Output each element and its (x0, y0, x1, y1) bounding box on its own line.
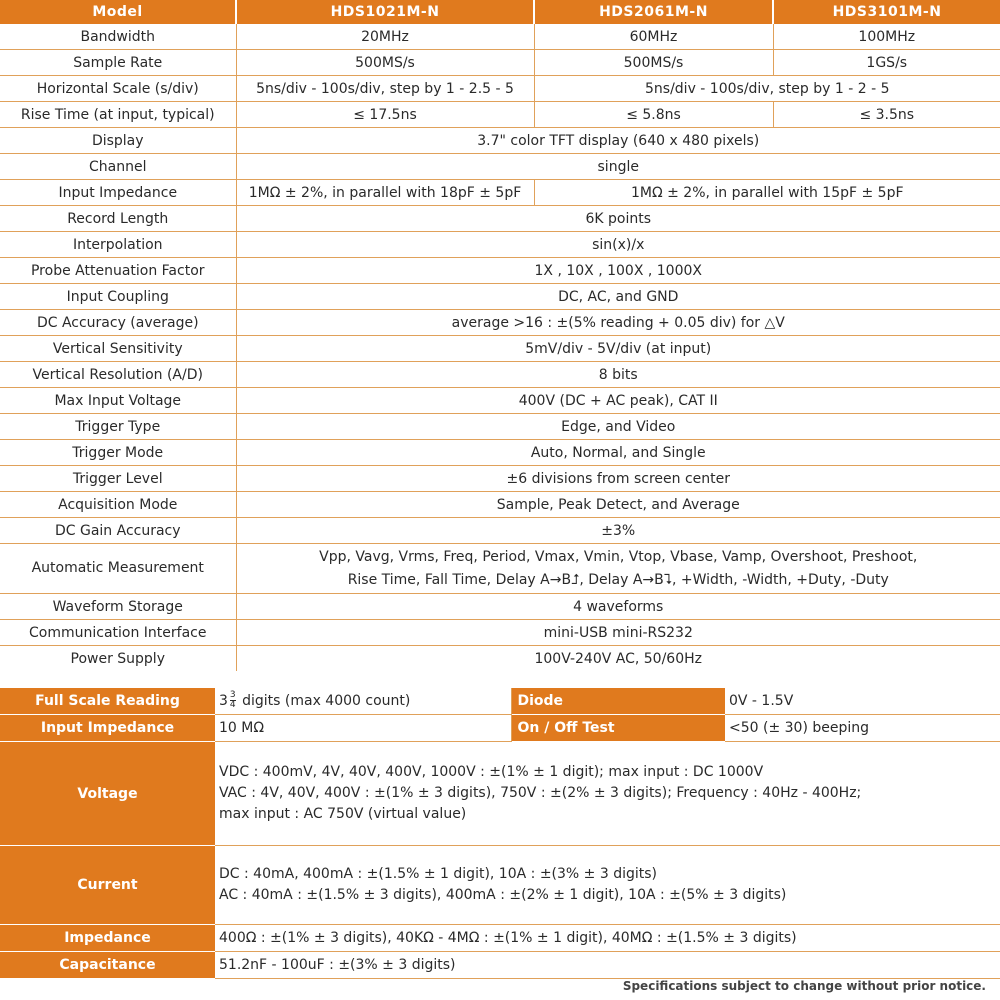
header-model-hds1021m: HDS1021M-N (236, 0, 534, 24)
mm-row-current (0, 846, 1000, 925)
current-line: AC : 40mA : ±(1.5% ± 3 digits), 400mA : ±(2% ± 1 digit), 10A : ±(5% ± 3 digits) (219, 887, 787, 903)
spec-row-max-input-voltage (0, 388, 1000, 414)
spec-value: average >16 : ±(5% reading + 0.05 div) for △V (236, 310, 1000, 336)
spec-label: Trigger Mode (0, 440, 236, 466)
spec-label: Max Input Voltage (0, 388, 236, 414)
header-model-hds2061m: HDS2061M-N (534, 0, 773, 24)
mm-value-full-scale-reading (215, 688, 511, 715)
spec-row-interpolation (0, 232, 1000, 258)
spec-label: Communication Interface (0, 620, 236, 646)
spec-label: Power Supply (0, 646, 236, 672)
spec-value: 400V (DC + AC peak), CAT II (236, 388, 1000, 414)
spec-row-vertical-resolution (0, 362, 1000, 388)
mm-value-voltage (215, 742, 1000, 846)
measurement-line-1: Vpp, Vavg, Vrms, Freq, Period, Vmax, Vmin, Vtop, Vbase, Vamp, Overshoot, Preshoot, (319, 548, 918, 565)
header-model-label: Model (0, 0, 236, 24)
spec-label: DC Gain Accuracy (0, 518, 236, 544)
spec-row-probe-attenuation (0, 258, 1000, 284)
spec-row-horizontal-scale (0, 76, 1000, 102)
mm-label-full-scale-reading: Full Scale Reading (0, 688, 215, 715)
spec-label: Sample Rate (0, 50, 236, 76)
spec-row-input-impedance (0, 180, 1000, 206)
mm-label-impedance: Impedance (0, 925, 215, 952)
current-line: DC : 40mA, 400mA : ±(1.5% ± 1 digit), 10A : ±(3% ± 3 digits) (219, 866, 658, 882)
spec-value: 5ns/div - 100s/div, step by 1 - 2.5 - 5 (236, 76, 534, 102)
mm-label-on-off-test: On / Off Test (511, 715, 725, 742)
spec-value: 5ns/div - 100s/div, step by 1 - 2 - 5 (534, 76, 1000, 102)
spec-value: 100V-240V AC, 50/60Hz (534, 650, 702, 667)
spec-label: Vertical Resolution (A/D) (0, 362, 236, 388)
full-scale-fraction (230, 691, 236, 710)
spec-value: ±6 divisions from screen center (236, 466, 1000, 492)
spec-row-vertical-sensitivity (0, 336, 1000, 362)
voltage-line: VDC : 400mV, 4V, 40V, 400V, 1000V : ±(1% ± 1 digit); max input : DC 1000V (219, 764, 764, 780)
full-scale-suffix: digits (max 4000 count) (237, 692, 411, 709)
spec-row-dc-gain-accuracy (0, 518, 1000, 544)
full-scale-whole: 3 (219, 692, 228, 709)
spec-value: 1X , 10X , 100X , 1000X (236, 258, 1000, 284)
spec-label: Probe Attenuation Factor (0, 258, 236, 284)
mm-value-current (215, 846, 1000, 925)
spec-row-power-supply (0, 646, 1000, 672)
spec-label: DC Accuracy (average) (0, 310, 236, 336)
header-model-hds3101m: HDS3101M-N (773, 0, 1000, 24)
spec-row-automatic-measurement (0, 544, 1000, 594)
voltage-line: max input : AC 750V (virtual value) (219, 806, 467, 822)
spec-value: 100MHz (773, 24, 1000, 50)
spec-value: 1MΩ ± 2%, in parallel with 15pF ± 5pF (534, 180, 1000, 206)
spec-value: Sample, Peak Detect, and Average (236, 492, 1000, 518)
spec-value: 8 bits (236, 362, 1000, 388)
spec-row-trigger-type (0, 414, 1000, 440)
spec-row-waveform-storage (0, 594, 1000, 620)
spec-row-acquisition-mode (0, 492, 1000, 518)
spec-row-trigger-mode (0, 440, 1000, 466)
spec-value (236, 544, 1000, 594)
spec-value: 3.7" color TFT display (640 x 480 pixels) (236, 128, 1000, 154)
spec-value: DC, AC, and GND (236, 284, 1000, 310)
spec-row-channel (0, 154, 1000, 180)
mm-label-capacitance: Capacitance (0, 952, 215, 979)
spec-row-dc-accuracy (0, 310, 1000, 336)
mm-label-diode: Diode (511, 688, 725, 715)
spec-value: ≤ 5.8ns (534, 102, 773, 128)
spec-value: 6K points (236, 206, 1000, 232)
spec-label: Record Length (0, 206, 236, 232)
spec-value: 4 waveforms (236, 594, 1000, 620)
mm-value-diode: 0V - 1.5V (725, 688, 1000, 715)
spec-label: Automatic Measurement (0, 544, 236, 594)
spec-label: Rise Time (at input, typical) (0, 102, 236, 128)
spec-value: 1GS/s (773, 50, 1000, 76)
spec-value: ±3% (236, 518, 1000, 544)
mm-row-voltage (0, 742, 1000, 846)
spec-value: Auto, Normal, and Single (236, 440, 1000, 466)
measurement-line-2: Rise Time, Fall Time, Delay A→B⮥, Delay A→B⮧, +Width, -Width, +Duty, -Duty (347, 571, 889, 588)
spec-value: Edge, and Video (236, 414, 1000, 440)
mm-value-impedance: 400Ω : ±(1% ± 3 digits), 40KΩ - 4MΩ : ±(1% ± 1 digit), 40MΩ : ±(1.5% ± 3 digits) (215, 925, 1000, 952)
disclaimer-note: Specifications subject to change without prior notice. (622, 979, 986, 993)
spec-label: Input Impedance (0, 180, 236, 206)
mm-value-capacitance: 51.2nF - 100uF : ±(3% ± 3 digits) (215, 952, 1000, 979)
spec-value: ≤ 17.5ns (236, 102, 534, 128)
mm-row-impedance (0, 925, 1000, 952)
mm-row-capacitance (0, 952, 1000, 979)
spec-value: sin(x)/x (236, 232, 1000, 258)
spec-label: Display (0, 128, 236, 154)
spec-label: Waveform Storage (0, 594, 236, 620)
spec-row-input-coupling (0, 284, 1000, 310)
spec-value: 500MS/s (236, 50, 534, 76)
spec-value: 500MS/s (534, 50, 773, 76)
spec-label: Input Coupling (0, 284, 236, 310)
spec-label: Interpolation (0, 232, 236, 258)
spec-row-rise-time (0, 102, 1000, 128)
spec-row-sample-rate (0, 50, 1000, 76)
spec-row-trigger-level (0, 466, 1000, 492)
spec-value: ≤ 3.5ns (773, 102, 1000, 128)
spec-row-bandwidth (0, 24, 1000, 50)
spec-row-display (0, 128, 1000, 154)
spec-value: 60MHz (534, 24, 773, 50)
spec-value: 1MΩ ± 2%, in parallel with 18pF ± 5pF (236, 180, 534, 206)
mm-value-on-off-test: <50 (± 30) beeping (725, 715, 1000, 742)
spec-label: Trigger Level (0, 466, 236, 492)
mm-label-input-impedance: Input Impedance (0, 715, 215, 742)
spec-row-record-length (0, 206, 1000, 232)
spec-value: single (236, 154, 1000, 180)
mm-value-input-impedance: 10 MΩ (215, 715, 511, 742)
mm-row-full-scale (0, 688, 1000, 715)
spec-value: 20MHz (236, 24, 534, 50)
fraction-numerator: 3 (229, 690, 236, 700)
spec-header-row (0, 0, 1000, 24)
mm-label-current: Current (0, 846, 215, 925)
fraction-denominator: 4 (229, 700, 236, 710)
spec-label: Vertical Sensitivity (0, 336, 236, 362)
spec-label: Horizontal Scale (s/div) (0, 76, 236, 102)
multimeter-spec-table (0, 688, 1000, 979)
spec-label: Acquisition Mode (0, 492, 236, 518)
spec-label: Channel (0, 154, 236, 180)
spec-row-communication-interface (0, 620, 1000, 646)
spec-value: 5mV/div - 5V/div (at input) (236, 336, 1000, 362)
mm-label-voltage: Voltage (0, 742, 215, 846)
spec-value: mini-USB mini-RS232 (236, 620, 1000, 646)
spec-label: Trigger Type (0, 414, 236, 440)
voltage-line: VAC : 4V, 40V, 400V : ±(1% ± 3 digits), 750V : ±(2% ± 3 digits); Frequency : 40Hz - 400Hz; (219, 785, 862, 801)
spec-label: Bandwidth (0, 24, 236, 50)
mm-row-input-impedance (0, 715, 1000, 742)
